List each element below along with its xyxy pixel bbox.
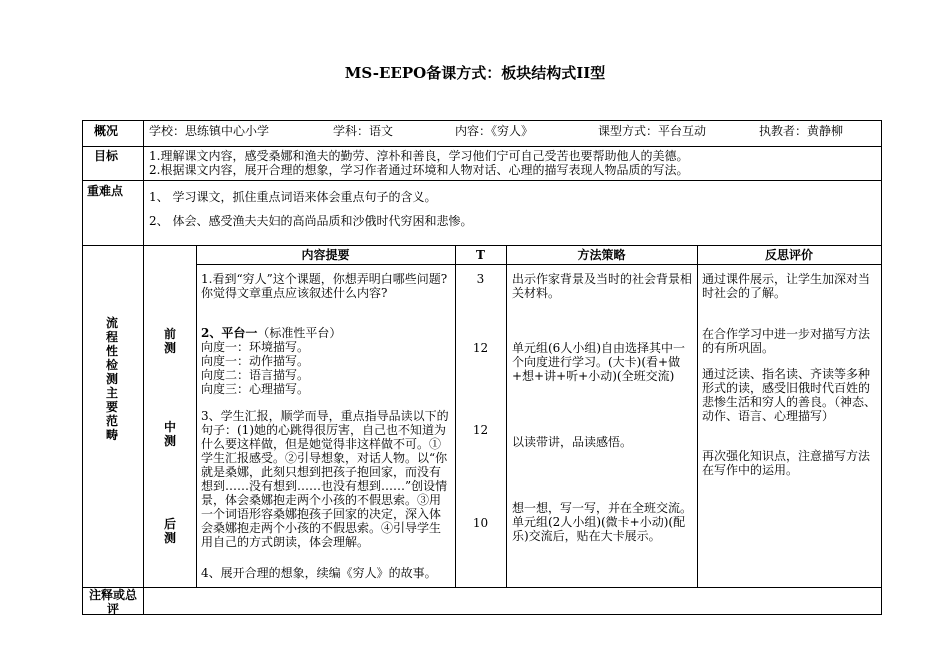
reflection-text: 再次强化知识点，注意描写方法在写作中的运用。 [702,449,871,477]
method-text: 出示作家背景及当时的社会背景相关材料。 [512,272,693,300]
table-border [82,120,882,121]
platform-title: 2、平台一 [201,326,258,340]
overview-subject: 学科：语文 [333,124,394,138]
header-method: 方法策略 [577,248,626,262]
key-point-item: 2、 体会、感受渔夫夫妇的高尚品质和沙俄时代穷困和悲惨。 [149,214,473,228]
reflection-text: 通过泛读、指名读、齐读等多种形式的读，感受旧俄时代百姓的悲惨生活和穷人的善良。（神态、动作、语言、心理描写） [702,367,877,423]
time-value: 12 [472,341,489,355]
table-border [82,614,882,615]
goals-label: 目标 [94,149,119,163]
overview-lesson-type: 课型方式：平台互动 [598,124,707,138]
table-border [881,120,882,615]
method-text: 以读带讲，品读感悟。 [512,435,633,449]
method-text: 想一想，写一写，并在全班交流。单元组(2人小组)(微卡+小动)(配乐)交流后，贴在大卡展示。 [512,501,693,543]
platform-line: 向度一：环境描写。 [201,340,310,354]
column-divider [455,245,456,588]
content-block: 1.看到“穷人”这个课题，你想弄明白哪些问题?你觉得文章重点应该叙述什么内容? [201,272,448,300]
platform-note: （标准性平台） [257,326,342,340]
reflection-text: 在合作学习中进一步对描写方法的有所巩固。 [702,327,871,355]
method-text: 单元组(6人小组)自由选择其中一个向度进行学习。(大卡)(看+做+想+讲+听+小动)(全班交流) [512,341,685,383]
time-value: 10 [472,516,489,530]
stage-label-pre: 前测 [163,327,176,355]
overview-teacher: 执教者：黄静柳 [759,124,844,138]
content-block: 3、学生汇报，顺学而导，重点指导品读以下的句子：(1)她的心跳得很厉害，自己也不知道为什么要这样做，但是她觉得非这样做不可。①学生汇报感受。②引导想象，对话人物。以“你就是桑娜，此刻只想到把孩子抱回家，而没有想到……没有想到……也没有想到……”创设情景，体会桑娜抱走两个小孩的不假思索。③用一个词语形容桑娜抱孩子回家的决定，深入体会桑娜抱走两个小孩的不假思索。④引导学生用自己的方式朗读，体会理解。 [201,409,449,549]
row-divider [82,146,882,147]
key-point-item: 1、 学习课文，抓住重点词语来体会重点句子的含义。 [149,190,437,204]
row-divider [82,587,882,588]
goal-item: 2.根据课文内容，展开合理的想象，学习作者通过环境和人物对话、心理的描写表现人物品质的写法。 [149,163,689,177]
row-divider [82,180,882,181]
platform-line: 向度二：语言描写。 [201,368,310,382]
notes-label: 注释或总 评 [88,588,137,616]
column-divider [506,245,507,588]
row-divider [196,264,882,265]
content-block: 4、展开合理的想象，续编《穷人》的故事。 [201,566,437,580]
column-divider [196,245,197,588]
platform-line: 向度一：动作描写。 [201,354,310,368]
header-time: T [476,248,485,262]
overview-school: 学校：思练镇中心小学 [149,124,270,138]
goal-item: 1.理解课文内容，感受桑娜和渔夫的勤劳、淳朴和善良，学习他们宁可自己受苦也要帮助他人的美德。 [149,149,689,163]
table-border [82,120,83,615]
stage-label-mid: 中测 [163,420,176,448]
page-title: MS-EEPO备课方式：板块结构式II型 [344,64,606,82]
stage-label-post: 后测 [163,517,176,545]
time-value: 12 [472,423,489,437]
reflection-text: 通过课件展示，让学生加深对当时社会的了解。 [702,272,871,300]
header-reflection: 反思评价 [764,248,813,262]
column-divider [143,120,144,615]
process-side-label: 流程性检测主要范畴 [105,316,118,442]
header-content: 内容提要 [301,248,350,262]
overview-label: 概况 [94,124,119,138]
platform-line: 向度三：心理描写。 [201,382,310,396]
column-divider [697,245,698,588]
time-value: 3 [476,272,485,286]
overview-content: 内容：《穷人》 [455,124,534,138]
key-points-label: 重难点 [87,184,124,198]
row-divider [82,245,882,246]
platform-heading [201,326,341,340]
